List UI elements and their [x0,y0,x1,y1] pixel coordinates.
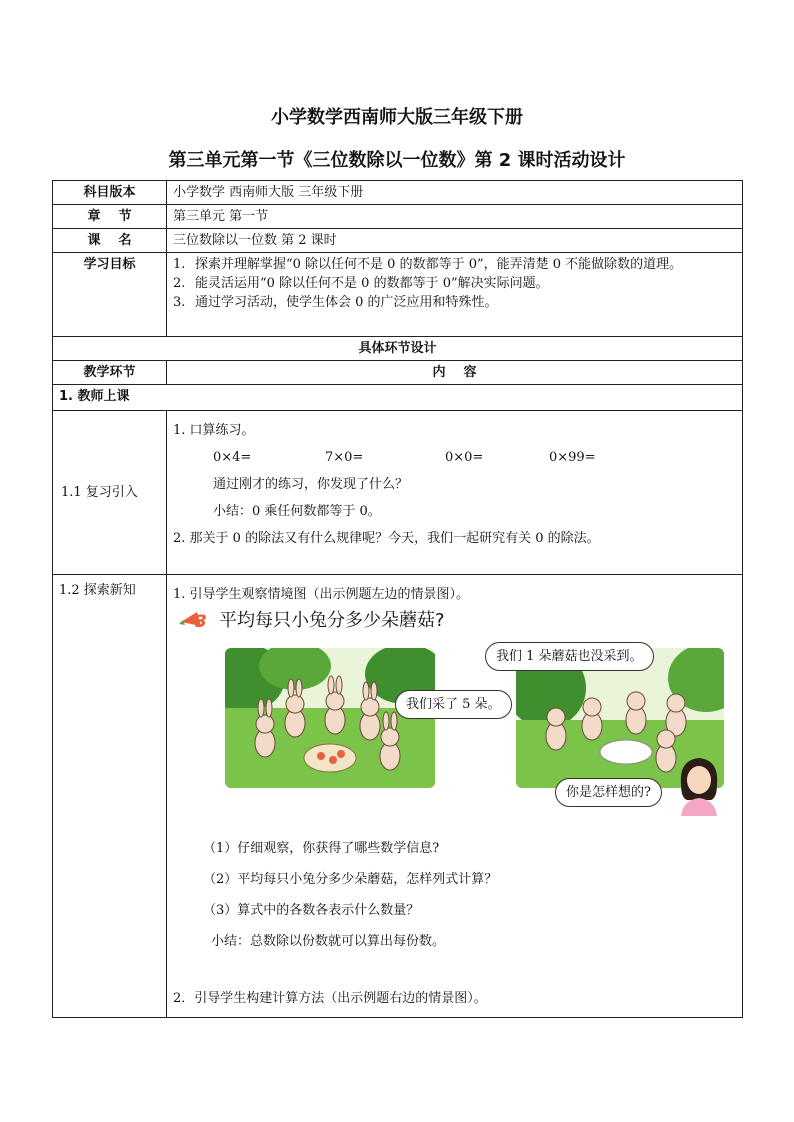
review-label: 1.1 复习引入 [53,411,167,575]
review-item-1: 1. 口算练习。 [173,423,255,438]
goal-item: 2. 能灵活运用“0 除以任何不是 0 的数都等于 0”解决实际问题。 [173,276,549,291]
example-problem: 平均每只小兔分多少朵蘑菇? [219,609,445,631]
equation: 0×4= [213,450,252,465]
example-illustrations [173,642,736,807]
document-subtitle: 第三单元第一节《三位数除以一位数》第 2 课时活动设计 [168,150,626,171]
speech-bubble-teacher: 你是怎样想的? [555,778,662,807]
subject-label: 科目版本 [53,181,167,205]
explore-summary: 小结：总数除以份数就可以算出每份数。 [211,934,446,949]
guiding-questions [173,839,736,951]
chapter-value: 第三单元 第一节 [167,205,743,229]
goals-label: 学习目标 [53,253,167,337]
explore-item-1: 1. 引导学生观察情境图（出示例题左边的情景图）。 [173,587,470,602]
lesson-value: 三位数除以一位数 第 2 课时 [167,229,743,253]
guiding-question: （2）平均每只小兔分多少朵蘑菇，怎样列式计算？ [203,872,498,887]
explore-content [167,575,743,1018]
subject-value: 小学数学 西南师大版 三年级下册 [167,181,743,205]
equation: 0×0= [445,450,484,465]
document-title: 小学数学西南师大版三年级下册 [271,107,523,128]
design-section-title: 具体环节设计 [53,337,743,361]
teacher-figure [673,754,725,816]
example-header [177,608,736,632]
lesson-table [52,180,743,1018]
goal-item: 1. 探索并理解掌握“0 除以任何不是 0 的数都等于 0”，能弄清楚 0 不能做除数的道理。 [173,257,683,272]
carrot-badge-icon [177,608,211,632]
goal-item: 3. 通过学习活动，使学生体会 0 的广泛应用和特殊性。 [173,295,498,310]
speech-bubble-right: 我们 1 朵蘑菇也没采到。 [485,642,654,671]
col-header-stage: 教学环节 [53,361,167,385]
review-item-2: 2. 那关于 0 的除法又有什么规律呢？今天，我们一起研究有关 0 的除法。 [173,531,600,546]
review-content [167,411,743,575]
goals-list [167,253,743,337]
part-teacher-class: 1. 教师上课 [53,385,743,411]
guiding-question: （1）仔细观察，你获得了哪些数学信息? [203,841,440,856]
svg-text:3: 3 [195,612,207,632]
explore-item-2: 2．引导学生构建计算方法（出示例题右边的情景图）。 [173,991,487,1006]
equation: 7×0= [325,450,364,465]
equation: 0×99= [549,450,596,465]
col-header-content: 内 容 [167,361,743,385]
explore-label: 1.2 探索新知 [53,575,167,1018]
review-question: 通过刚才的练习，你发现了什么？ [213,477,409,492]
equation-row [173,448,736,467]
chapter-label: 章 节 [53,205,167,229]
lesson-label: 课 名 [53,229,167,253]
speech-bubble-left: 我们采了 5 朵。 [395,690,512,719]
guiding-question: （3）算式中的各数各表示什么数量？ [203,903,420,918]
review-summary: 小结：0 乘任何数都等于 0。 [213,504,381,519]
